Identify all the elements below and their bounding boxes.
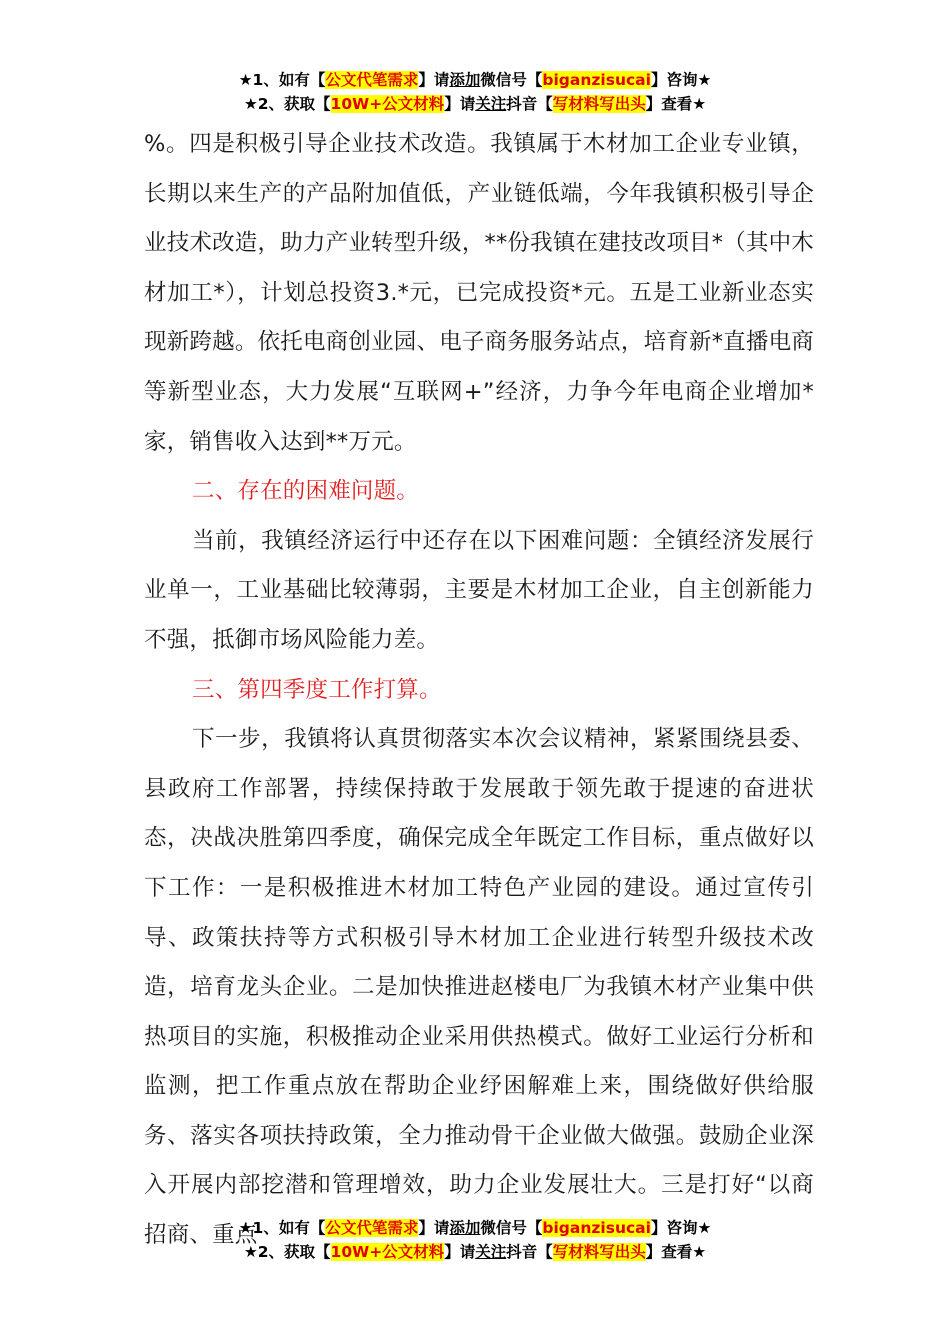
highlight-wechat-id: biganzisucai (542, 71, 651, 89)
highlight-materials: 10W+公文材料 (330, 1243, 445, 1261)
highlight-materials: 10W+公文材料 (330, 95, 445, 113)
banner-text: ★1、如有【 (238, 71, 326, 89)
banner-line-2 (0, 1240, 950, 1264)
banner-line-1 (0, 68, 950, 92)
highlight-douyin-account: 写材料写出头 (552, 1243, 646, 1261)
header-banner (0, 68, 950, 116)
paragraph-plan: 下一步，我镇将认真贯彻落实本次会议精神，紧紧围绕县委、县政府工作部署，持续保持敢于发展敢于领先敢于提速的奋进状态，决战决胜第四季度，确保完成全年既定工作目标，重点做好以下工作：一是积极推进木材加工特色产业园的建设。通过宣传引导、政策扶持等方式积极引导木材加工企业进行转型升级技术改造，培育龙头企业。二是加快推进赵楼电厂为我镇木材产业集中供热项目的实施，积极推动企业采用供热模式。做好工业运行分析和监测，把工作重点放在帮助企业纾困解难上来，围绕做好供给服务、落实各项扶持政策，全力推动骨干企业做大做强。鼓励企业深入开展内部挖潜和管理增效，助力企业发展壮大。三是打好“以商招商、重点 (144, 726, 814, 1249)
banner-text: ★1、如有【 (238, 1219, 326, 1237)
banner-text: 】查看★ (645, 1243, 707, 1261)
banner-text: ★2、获取【 (243, 1243, 331, 1261)
document-body (144, 120, 814, 1261)
banner-text: 】咨询★ (650, 71, 712, 89)
emphasis-follow: 关注 (475, 95, 507, 113)
emphasis-follow: 关注 (475, 1243, 507, 1261)
banner-line-2 (0, 92, 950, 116)
paragraph-continued: %。四是积极引导企业技术改造。我镇属于木材加工企业专业镇，长期以来生产的产品附加值低，产业链低端，今年我镇积极引导企业技术改造，助力产业转型升级，**份我镇在建技改项目*（其中木材加工*），计划总投资3.*元，已完成投资*元。五是工业新业态实现新跨越。依托电商创业园、电子商务服务站点，培育新*直播电商等新型业态，大力发展“互联网+”经济，力争今年电商企业增加*家，销售收入达到**万元。 (144, 131, 814, 455)
banner-text: 】请 (418, 1219, 450, 1237)
banner-text: 抖音【 (506, 1243, 553, 1261)
banner-text: 抖音【 (506, 95, 553, 113)
banner-text: 】请 (444, 95, 476, 113)
footer-banner (0, 1216, 950, 1264)
banner-text: 】请 (418, 71, 450, 89)
highlight-service: 公文代笔需求 (325, 71, 419, 89)
highlight-wechat-id: biganzisucai (542, 1219, 651, 1237)
banner-text: 】请 (444, 1243, 476, 1261)
banner-text: 微信号【 (480, 1219, 543, 1237)
highlight-service: 公文代笔需求 (325, 1219, 419, 1237)
highlight-douyin-account: 写材料写出头 (552, 95, 646, 113)
section-heading-problems: 二、存在的困难问题。 (192, 478, 420, 505)
section-heading-plan: 三、第四季度工作打算。 (192, 676, 442, 703)
paragraph-problems: 当前，我镇经济运行中还存在以下困难问题：全镇经济发展行业单一，工业基础比较薄弱，主要是木材加工企业，自主创新能力不强，抵御市场风险能力差。 (144, 527, 814, 653)
banner-text: 微信号【 (480, 71, 543, 89)
banner-text: 】咨询★ (650, 1219, 712, 1237)
banner-line-1 (0, 1216, 950, 1240)
banner-text: 】查看★ (645, 95, 707, 113)
emphasis-add: 添加 (449, 1219, 481, 1237)
banner-text: ★2、获取【 (243, 95, 331, 113)
emphasis-add: 添加 (449, 71, 481, 89)
